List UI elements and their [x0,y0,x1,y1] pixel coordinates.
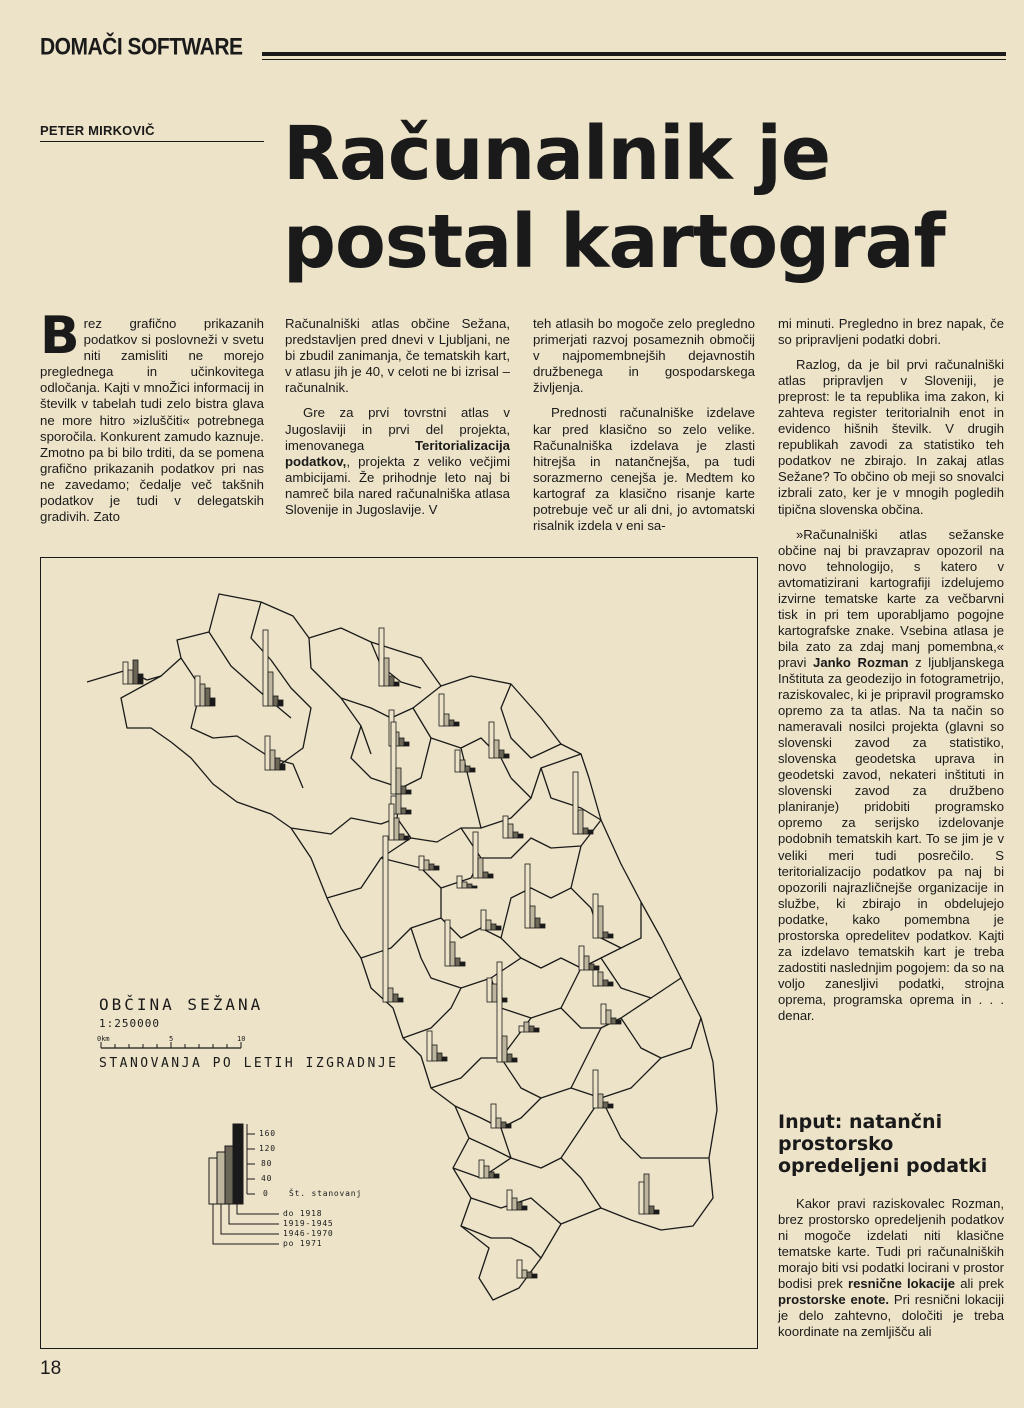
bar-symbol [519,1022,539,1032]
bar-symbol-bar [401,786,406,794]
bar-symbol-bar [494,1174,499,1178]
bar-symbol-bar [504,754,509,758]
map-borders [87,594,717,1300]
bar-symbol-bar [429,864,434,870]
bar-symbol [263,630,283,706]
bar-symbol-bar [384,658,389,686]
bar-symbol-bar [534,1028,539,1032]
bar-symbol [481,910,501,930]
section-rule-thin [262,59,1006,60]
bar-symbol-bar [396,794,401,814]
bar-symbol-bar [492,984,497,1002]
bar-symbol-bar [486,920,491,930]
author-rule [40,141,264,142]
column-3 [533,316,755,543]
bar-symbol [195,676,215,706]
bar-symbol-bar [507,1190,512,1210]
bar-symbol-bar [584,956,589,970]
bold-term: resnične lokacije [848,1276,956,1292]
bar-symbol-bar [593,894,598,938]
legend-item: 1919-1945 [283,1219,334,1228]
paragraph [285,405,510,518]
bar-symbol-bar [450,942,455,966]
bar-symbol-bar [445,920,450,966]
bar-symbol-bar [644,1174,649,1214]
bar-symbol-bar [535,918,540,928]
bar-symbol-bar [398,998,403,1002]
legend-axis-label: 80 [261,1159,273,1168]
bar-symbol-bar [519,1026,524,1032]
bar-symbol-bar [404,742,409,746]
headline-line-1: Računalnik je [283,111,831,197]
column-4 [778,316,1004,1033]
bar-symbol-bar [496,1118,501,1128]
bar-symbol-bar [123,662,128,684]
bar-symbol-bar [399,834,404,840]
bar-symbol-bar [481,910,486,930]
scale-label: 10 [237,1035,246,1043]
bar-symbol-bar [639,1182,644,1214]
bar-symbol-bar [583,828,588,834]
bar-symbol [491,1104,511,1128]
bar-symbol-bar [273,696,278,706]
bar-symbol [439,694,459,726]
bar-symbol-bar [598,972,603,986]
paragraph: teh atlasih bo mogoče zelo pregledno primerjati razvoj posameznih območij v najpomembnejših dejavnostih družbenega in gospodarskega življenja. [533,316,755,396]
bar-symbol-bar [128,670,133,684]
bar-symbol-bar [455,750,460,772]
bar-symbol-bar [608,1104,613,1108]
paragraph: mi minuti. Pregledno in brez napak, če so pripravljeni podatki dobri. [778,316,1004,348]
bar-symbol-bar [275,758,280,770]
bar-symbol-bar [479,1160,484,1178]
section-label: DOMAČI SOFTWARE [40,34,243,61]
scale-bar [99,1034,249,1054]
bar-symbol-bar [506,1124,511,1128]
bar-symbol-bar [601,1004,606,1024]
bar-symbol-bar [195,676,200,706]
bar-symbol-bar [608,934,613,938]
legend-item: do 1918 [283,1209,323,1218]
headline [283,110,983,286]
bar-symbol-bar [573,772,578,834]
bar-symbol-bar [499,750,504,758]
bar-symbol-bar [489,722,494,758]
bar-symbol-bar [391,722,396,794]
paragraph-text: Pri resnični lokaciji je delo zahtevno, določiti je treba koordinate na zemljišču ali [778,1292,1004,1340]
bar-symbol-bar [529,1026,534,1032]
bar-symbol-bar [138,674,143,684]
scale-label: 0km [97,1035,110,1043]
bar-symbol-bar [487,978,492,1002]
bar-symbol-bar [455,958,460,966]
bar-symbol-bar [444,714,449,726]
bar-symbol-bar [606,1010,611,1024]
paragraph-text: »Računalniški atlas sežanske občine naj bi pravzaprav opozoril na novo tehnologijo, s katero v avtomatizirani kartografiji izdelujemo izvirne tematske karte za večbarvni tisk in pri tem uporabljamo pogojne kartografske znake. Vsebina atlasa je bila zato za zdaj manj pomembna,« pravi [778,526,1004,670]
bar-symbol [525,864,545,928]
bar-symbol-bar [517,1202,522,1210]
bar-symbol [427,1031,447,1061]
section-rule [262,52,1006,56]
map-title: OBČINA SEŽANA [99,995,264,1014]
bar-symbol-bar [432,1045,437,1061]
bar-symbol-bar [603,980,608,986]
legend-unit: Št. stanovanj [289,1189,363,1198]
paragraph-text: , projekta z veliko večjimi ambicijami. Že prihodnje leto naj bi namreč bila nared računalniška atlasa Slovenije in Jugoslavije. V [285,453,510,518]
bar-symbol-bar [496,926,501,930]
bar-symbol [503,816,523,838]
bar-symbol-bar [434,866,439,870]
bar-symbol-bar [488,874,493,878]
bar-symbol-bar [611,1018,616,1024]
bar-symbol-bar [598,1094,603,1108]
column-1 [40,306,264,534]
bar-symbol-bar [589,964,594,970]
bar-symbol-bar [525,864,530,928]
bar-symbol-bar [502,1036,507,1062]
bar-symbol-bar [442,1057,447,1061]
bar-symbol-bar [513,832,518,838]
legend-chart [201,1118,381,1278]
map-figure [40,557,758,1349]
bar-symbol-bar [388,988,393,1002]
bar-symbol [579,946,599,970]
legend-item: po 1971 [283,1239,323,1248]
bar-symbol-bar [473,832,478,878]
headline-line-2: postal kartograf [283,199,945,285]
scale-label: 5 [169,1035,174,1043]
bar-symbol-bar [465,766,470,772]
page-number: 18 [40,1358,62,1379]
bar-symbol-bar [268,672,273,706]
bar-symbol [479,1160,499,1178]
subheading: Input: natančni prostorsko opredeljeni podatki [778,1111,988,1177]
bar-symbol-bar [383,836,388,1002]
paragraph [778,527,1004,1024]
bar-symbol-bar [508,824,513,838]
bar-symbol-bar [517,1260,522,1278]
drop-cap: B [40,306,80,366]
bar-symbol [593,894,613,938]
bar-symbol-bar [524,1022,529,1032]
bar-symbol-bar [133,660,138,684]
author-byline: PETER MIRKOVIČ [40,123,155,138]
bar-symbol-bar [608,982,613,986]
bar-symbol-bar [205,688,210,706]
legend-axis-label: 40 [261,1174,273,1183]
paragraph [40,306,264,525]
paragraph-text: ali prek [955,1276,1004,1292]
bar-symbol [455,750,475,772]
bar-symbol-bar [278,700,283,706]
column-4-continued [778,1196,1004,1349]
bar-symbol [601,1004,621,1024]
bar-symbol-bar [530,906,535,928]
bar-symbol-bar [598,906,603,938]
bar-symbol-bar [394,818,399,840]
map-scale: 1:250000 [99,1017,160,1030]
bar-symbol [593,1070,613,1108]
bar-symbol-bar [503,816,508,838]
bold-name: Janko Rozman [813,654,909,670]
bar-symbol-bar [394,682,399,686]
bar-symbol-bar [396,768,401,794]
bar-symbol-bar [497,962,502,1062]
bar-symbol-bar [649,1206,654,1214]
bar-symbol-bar [265,736,270,770]
bar-symbol [473,832,493,878]
map-subtitle: STANOVANJA PO LETIH IZGRADNJE [99,1056,399,1071]
bar-symbol [517,1260,537,1278]
bar-symbol-bar [507,1054,512,1062]
column-2 [285,316,510,527]
bar-symbol-bar [594,966,599,970]
bar-symbol-bar [616,1020,621,1024]
bar-symbol-bar [491,1104,496,1128]
bar-symbol-bar [472,886,477,888]
bar-symbol-bar [489,1172,494,1178]
bar-symbol-bar [512,1198,517,1210]
bar-symbol-bar [478,858,483,878]
bar-symbol-bar [494,740,499,758]
bar-symbol-bar [484,1166,489,1178]
bar-symbol-bar [427,1031,432,1061]
bar-symbol-bar [210,698,215,706]
bar-symbol-bar [389,804,394,840]
legend-bars [209,1124,243,1204]
bar-symbol-bar [462,882,467,888]
bar-symbol-bar [512,1058,517,1062]
bar-symbol [489,722,509,758]
legend-axis-label: 0 [263,1189,269,1198]
bar-symbol-bar [406,810,411,814]
bar-symbol-bar [437,1053,442,1061]
paragraph: Razlog, da je bil prvi računalniški atlas pripravljen v Sloveniji, je preprost: le ta republika ima zakon, ki zahteva register teritorialnih enot in evidenco hišnih številk. V drugih republikah zavodi za statistiko teh podatkov ne zbirajo. In zakaj atlas Sežane? To občino ob meji so snovalci izbrali zato, ker je v mnogih pogledih tipična slovenska občina. [778,357,1004,517]
bar-symbol-bar [502,998,507,1002]
bar-symbol-bar [540,924,545,928]
bar-symbol-bar [483,872,488,878]
bar-symbol-bar [522,1270,527,1278]
bar-symbol [639,1174,659,1214]
bar-symbol [391,722,411,794]
bar-symbol-bar [263,630,268,706]
bar-symbol-bar [419,856,424,870]
bar-symbol-bar [424,860,429,870]
bar-symbol [123,660,143,684]
bar-symbol-bar [389,676,394,686]
bar-symbol-bar [527,1272,532,1278]
bar-symbol-bar [379,628,384,686]
bar-symbol-bar [439,694,444,726]
bar-symbol-bar [457,876,462,888]
bar-symbol-bar [270,750,275,770]
section-header [40,34,1006,64]
bar-symbol-bar [532,1274,537,1278]
bar-symbol-bar [578,810,583,834]
paragraph-text: z ljubljanskega Inštituta za geodezijo in fotogrametrijo, raziskovalec, ki je pripravil programsko opremo za ta atlas. Na ta način so nameravali nosilci projekta (glavni so slovenski zavod za statistiko, slovenska geodetska uprava in geodetski zavod, nekateri inštituti in slovenski zavod za družbeno planiranje) pridobiti programsko opremo za serijsko izdelovanje podobnih tematskih kart. To se jim je v veliki meri tudi posrečilo. S teritorializacijo podatkov pa naj bi opozorili najrazličnejše organizacije in službe, ki zbirajo in obdelujejo podatke, kako pomembna je prostorska opredelitev podatkov. Kajti za izdelavo tematskih kart je treba zadostiti naslednjim pogojem: da so na voljo zanesljivi podatki, strojna oprema, programska oprema in . . . denar. [778,654,1004,1023]
bar-symbol-bar [603,1102,608,1108]
bar-symbol-bar [470,768,475,772]
bar-symbol-bar [454,722,459,726]
paragraph-text: rez grafično prikazanih podatkov si poslovneži v svetu niti zamisliti ne morejo preglednega in učinkovitega odločanja. Kajti v mnoŽici informacij in številk v tabelah tudi zelo bistra glava ne more hitro »izluščiti« potrebnega sporočila. Konkurent zamudo kaznuje. Zmotno pa bi bilo trditi, da se pomena grafično prikazanih podatkov pri nas ne zavedamo; čedalje več takšnih podatkov je tudi v delegatskih gradivih. Zato [40,316,264,525]
bar-symbol-bar [467,884,472,888]
bar-symbol-bar [588,830,593,834]
bar-symbol-bar [460,760,465,772]
bar-symbol-bar [654,1210,659,1214]
legend-axis-label: 160 [259,1129,276,1138]
bar-symbol-bar [401,808,406,814]
bar-symbol-bar [393,994,398,1002]
paragraph-text: Gre za prvi tovrstni atlas v Jugoslaviji in prvi del projekta, imenovanega [285,405,510,453]
bar-symbol-bar [449,720,454,726]
bar-symbol-bar [399,738,404,746]
bar-symbol [265,736,285,770]
bar-symbol-bar [593,1070,598,1108]
legend-axis-label: 120 [259,1144,276,1153]
paragraph-text: Kakor pravi raziskovalec Rozman, brez prostorsko opredeljenih podatkov ni mogoče izdelati niti klasične tematske karte. Tudi pri računalniških morajo biti vsi podatki locirani v prostor bodisi prek [778,1196,1004,1292]
bar-symbol-bar [518,834,523,838]
paragraph: Prednosti računalniške izdelave kar pred klasično so zelo velike. Računalniška izdelava je zlasti hitrejša in natančnejša, pa tudi sorazmerno cenejša je. Medtem ko kartograf za klasično risanje karte potrebuje več ur ali dni, jo avtomatski risalnik izdela v eni sa- [533,405,755,534]
paragraph [778,1196,1004,1340]
bar-symbol-bar [200,684,205,706]
bar-symbol-bar [460,962,465,966]
bar-symbol-bar [603,932,608,938]
bar-symbol-bar [491,924,496,930]
legend-item: 1946-1970 [283,1229,334,1238]
paragraph: Računalniški atlas občine Sežana, predstavljen pred dnevi v Ljubljani, ne bi zbudil zanimanja, če tematskih kart, v atlasu jih je 40, v celoti ne bi izrisal – računalnik. [285,316,510,396]
bar-symbol-bar [280,764,285,770]
bold-term: prostorske enote. [778,1292,890,1308]
municipality-map [41,558,757,1348]
bar-symbol-bar [406,790,411,794]
bar-symbol-bar [522,1206,527,1210]
bar-symbol [445,920,465,966]
bar-symbol [419,856,439,870]
bar-symbol-bar [579,946,584,970]
bold-term: Teritorializacija podatkov, [285,437,510,469]
bar-symbol-bar [501,1122,506,1128]
bar-symbol-bar [404,836,409,840]
